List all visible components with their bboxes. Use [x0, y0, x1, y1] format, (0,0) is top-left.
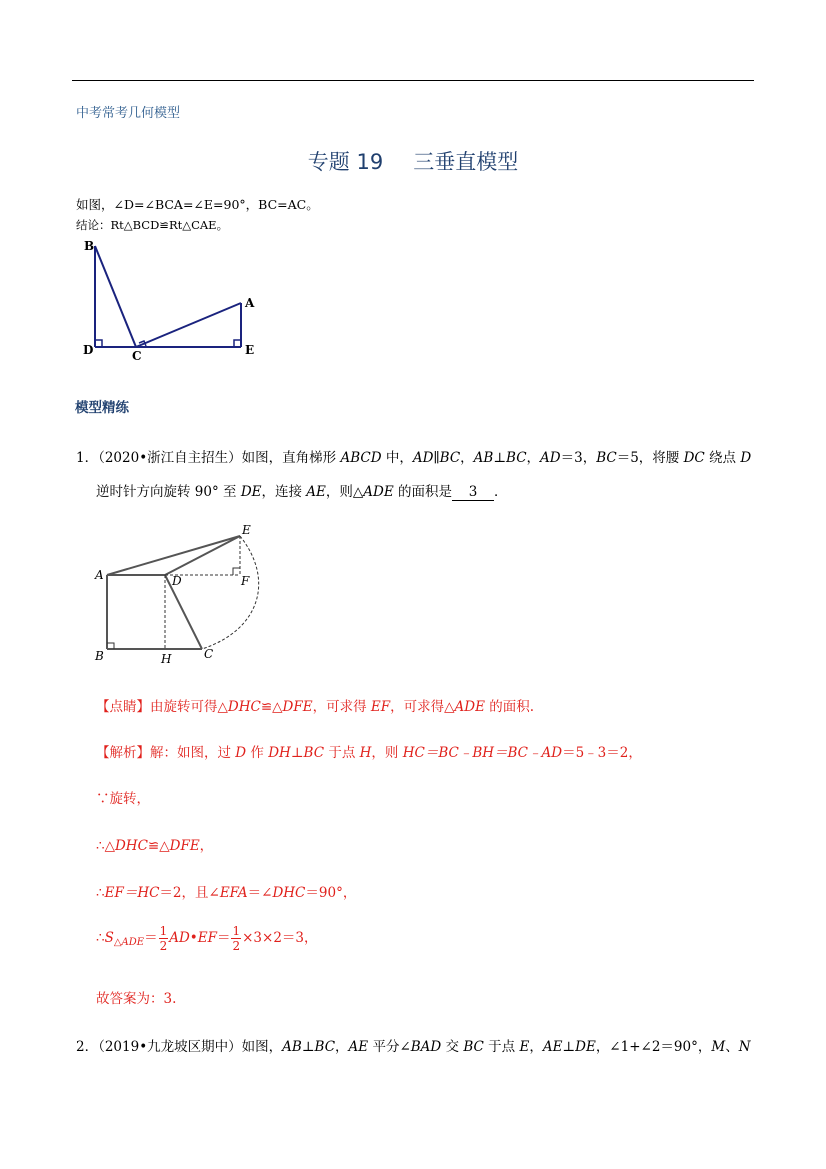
text: E: [519, 1039, 530, 1055]
text: DE: [240, 484, 262, 500]
text: ∴: [96, 930, 105, 946]
text: AD∥BC: [412, 450, 461, 466]
text: AE⊥DE: [542, 1039, 596, 1055]
text: ＝∠: [247, 885, 273, 901]
text: AB⊥BC: [473, 450, 527, 466]
text: 1: [232, 924, 241, 938]
text: ＝2，且∠: [159, 885, 220, 901]
text: 绕点: [704, 450, 741, 466]
text: M: [711, 1039, 726, 1055]
rotation-arc: [202, 536, 259, 649]
problem-2-source: （2019•九龙坡区期中）: [98, 1039, 242, 1055]
text: ，可求得△: [390, 699, 455, 715]
text: 2: [159, 939, 168, 953]
dianjing-line: [96, 695, 534, 715]
step-2: [96, 834, 213, 854]
jiexi-line: [96, 741, 642, 761]
text: AD•EF: [169, 930, 217, 946]
text: ＝5，将腰: [616, 450, 684, 466]
step-3: [96, 881, 356, 901]
text: EF: [370, 699, 391, 715]
text: ，则△: [325, 484, 364, 500]
text: DFE: [282, 699, 313, 715]
section-title: 模型精练: [75, 400, 129, 416]
text: N: [738, 1039, 751, 1055]
problem-1-line-2: [96, 480, 508, 501]
problem-1-number: 1．: [76, 450, 99, 466]
text: BAD: [410, 1039, 442, 1055]
text: AB⊥BC: [282, 1039, 336, 1055]
text: ＝: [144, 930, 158, 946]
text: ≌△: [260, 699, 283, 715]
text: BC: [303, 745, 325, 761]
problem-2-number: 2．: [76, 1039, 99, 1055]
text: 中，: [381, 450, 413, 466]
text: DHC: [114, 838, 148, 854]
text: 于点: [483, 1039, 520, 1055]
label-a: A: [95, 568, 104, 582]
text: DH: [268, 745, 291, 761]
page-title: [0, 146, 826, 176]
problem-1-line-1: 1．（2020•浙江自主招生）如图，直角梯形 ABCD 中，AD∥BC，AB⊥BC，AD＝3，BC＝5，将腰 DC 绕点 D: [76, 450, 752, 466]
text: 平分∠: [368, 1039, 411, 1055]
text: 的面积.: [484, 699, 535, 715]
text: △ADE: [113, 937, 145, 948]
label-d: D: [83, 343, 94, 357]
header-rule: [72, 80, 754, 81]
label-h: H: [161, 652, 172, 666]
problem-2-line-1: [76, 1035, 751, 1055]
segment-dc: [165, 575, 202, 649]
label-e: E: [245, 343, 255, 357]
text: ，可求得: [312, 699, 371, 715]
text: BC: [463, 1039, 484, 1055]
text: ＝90°，: [305, 885, 357, 901]
right-angle-mark-f: [233, 568, 240, 575]
text: ADE: [363, 484, 394, 500]
text: ，: [335, 1039, 349, 1055]
title-topic: 专题 19: [307, 150, 384, 174]
step-1: ∵旋转，: [96, 791, 150, 807]
text: DC: [683, 450, 705, 466]
label-e: E: [242, 523, 251, 537]
right-angle-mark-d: [95, 340, 102, 347]
text: D: [235, 745, 247, 761]
fraction-half: [159, 925, 169, 952]
text: ∴: [96, 885, 105, 901]
text: ＝3，: [560, 450, 597, 466]
page-header: 中考常考几何模型: [76, 106, 181, 121]
text: AD: [540, 450, 561, 466]
text: DFE: [169, 838, 200, 854]
label-d: D: [172, 574, 182, 588]
intro-line-1: 如图，∠D=∠BCA=∠E=90°，BC=AC。: [76, 197, 319, 212]
label-b: B: [84, 239, 95, 253]
label-f: F: [241, 574, 250, 588]
figure-problem-1: [90, 520, 280, 668]
text: S: [104, 930, 114, 946]
label-c: C: [204, 647, 214, 661]
text: EFA: [219, 885, 248, 901]
segment-ae: [107, 536, 240, 575]
text: 逆时针方向旋转 90° 至: [96, 484, 241, 500]
jiexi-tag: 【解析】: [96, 745, 150, 761]
text: 于点: [324, 745, 360, 761]
text: ，: [199, 838, 214, 854]
text: 如图，: [241, 1039, 283, 1055]
step-5: 故答案为：3.: [96, 991, 177, 1007]
text: DHC: [227, 699, 261, 715]
text: ＝: [216, 930, 231, 946]
right-angle-mark-e: [234, 340, 241, 347]
fraction-half-2: [231, 925, 241, 952]
text: ADE: [454, 699, 485, 715]
text: AE: [348, 1039, 369, 1055]
text: 交: [441, 1039, 464, 1055]
label-c: C: [132, 349, 142, 362]
step-4: [96, 925, 318, 952]
text: 1: [159, 924, 168, 938]
title-name: 三垂直模型: [413, 150, 519, 174]
segment-ca: [136, 303, 241, 347]
label-b: B: [95, 649, 104, 663]
problem-1-source: （2020•浙江自主招生）: [98, 450, 242, 466]
text: ，∠1+∠2＝90°，: [595, 1039, 712, 1055]
intro-line-2: 结论：Rt△BCD≌Rt△CAE。: [76, 218, 229, 232]
text: ，则: [371, 745, 403, 761]
text: 由旋转可得△: [150, 699, 228, 715]
text: 作: [246, 745, 269, 761]
segment-bc: [95, 246, 136, 347]
text: 解：如图，过: [150, 745, 236, 761]
text: ABCD: [340, 450, 382, 466]
dianjing-tag: 【点睛】: [96, 699, 150, 715]
text: 、: [725, 1039, 739, 1055]
text: HC＝BC﹣BH＝BC﹣AD: [402, 745, 563, 761]
text: ×3×2＝3，: [242, 930, 318, 946]
text: BC: [596, 450, 617, 466]
text: ，连接: [261, 484, 307, 500]
text: ≌△: [147, 838, 170, 854]
text: D: [740, 450, 752, 466]
text: ．: [494, 484, 508, 500]
text: ＝5﹣3＝2，: [562, 745, 642, 761]
text: 2: [232, 939, 241, 953]
figure-three-perpendicular-model: [78, 236, 268, 362]
answer-blank: 3: [452, 484, 494, 501]
text: 的面积是: [393, 484, 453, 500]
text: ∴△: [96, 838, 115, 854]
text: H: [359, 745, 372, 761]
text: ，: [529, 1039, 543, 1055]
text: AE: [306, 484, 326, 500]
text: ⊥: [290, 745, 304, 761]
text: DHC: [272, 885, 306, 901]
label-a: A: [245, 296, 255, 310]
text: 如图，直角梯形: [241, 450, 341, 466]
text: EF＝HC: [104, 885, 160, 901]
